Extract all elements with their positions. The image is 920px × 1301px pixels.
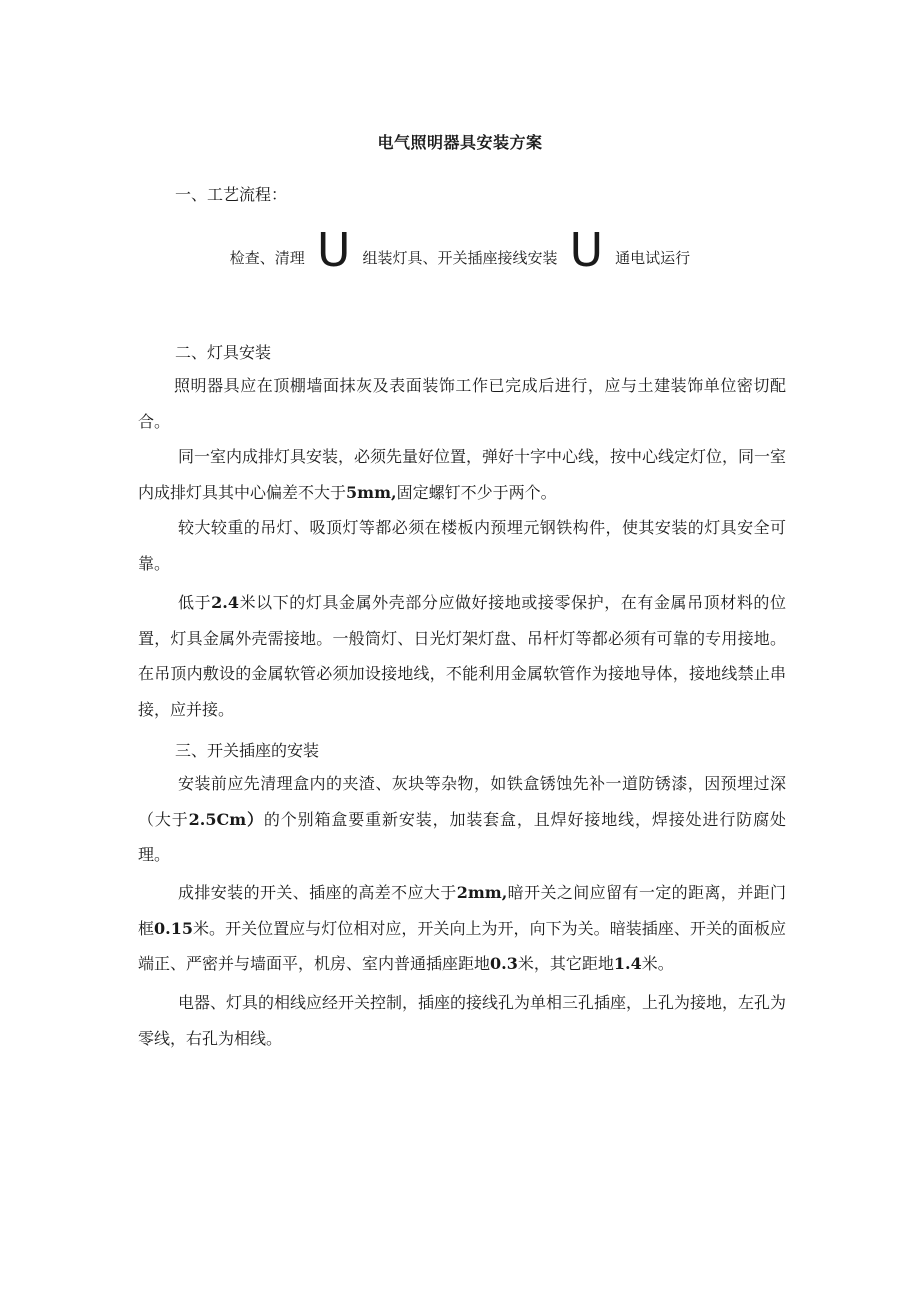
text-run: 同一室内成排灯具安装，必须先量好位置，弹好十字中心线，按中心线定灯位，同一室内成排灯具其中心偏差不大于 [138,447,787,502]
text-run: 米。 [641,954,674,973]
flow-arrow-icon: U [316,223,351,277]
section-heading-lamp-install: 二、灯具安装 [175,343,272,362]
paragraph-switch-3: 电器、灯具的相线应经开关控制，插座的接线孔为单相三孔插座，上孔为接地，左孔为零线，右孔为相线。 [138,993,787,1048]
text-run: 低于 [178,593,212,612]
bold-value: 5mm, [346,482,397,502]
process-flow [0,223,920,277]
text-run: 米。开关位置应与灯位相对应，开关向上为开，向下为关。暗装插座、开关的面板应端正、严密并与墙面平，机房、室内普通插座距地 [138,918,786,973]
text-run: 米以下的灯具金属外壳部分应做好接地或接零保护，在有金属吊顶材料的位置，灯具金属外壳需接地。一般筒灯、日光灯架灯盘、吊杆灯等都必须有可靠的专用接地。在吊顶内敷设的金属软管必须加设接地线，不能利用金属软管作为接地导体，接地线禁止串接，应并接。 [138,593,786,719]
flow-step-assemble: 组装灯具、开关插座接线安装 [362,249,558,267]
paragraph-lamp-1: 照明器具应在顶棚墙面抹灰及表面装饰工作已完成后进行，应与土建装饰单位密切配合。 [138,376,786,431]
section-heading-switch-install: 三、开关插座的安装 [175,741,320,760]
flow-step-inspect: 检查、清理 [229,249,305,267]
bold-value: 2mm, [456,883,508,902]
paragraph-lamp-4 [138,585,786,727]
section-heading-process: 一、工艺流程： [175,185,288,204]
text-run: 固定螺钉不少于两个。 [396,482,557,502]
paragraph-switch-2 [138,875,786,982]
document-title: 电气照明器具安装方案 [377,133,543,152]
paragraph-lamp-2 [138,439,786,510]
bold-value: 2.4 [211,593,239,612]
text-run: 暗开关之间应留有一定的距离，并距门框 [138,883,786,938]
text-run: 安装前应先清理盒内的夹渣、灰块等杂物，如铁盒锈蚀先补一道防锈漆，因预埋过深（大于 [138,774,786,829]
text-run: 的个别箱盒要重新安装，加装套盒，且焊好接地线，焊接处进行防腐处理。 [138,809,786,864]
bold-value: 1.4 [613,954,642,973]
paragraph-switch-1 [138,766,786,873]
bold-value: 0.3 [490,954,518,973]
flow-step-test-run: 通电试运行 [615,249,691,267]
paragraph-lamp-3: 较大较重的吊灯、吸顶灯等都必须在楼板内预埋元钢铁构件，使其安装的灯具安全可靠。 [138,518,786,573]
flow-arrow-icon: U [569,223,604,277]
text-run: 米，其它距地 [517,954,614,973]
bold-value: 0.15 [154,918,193,938]
text-run: 成排安装的开关、插座的高差不应大于 [178,883,457,902]
bold-value: 2.5Cm） [188,809,264,829]
